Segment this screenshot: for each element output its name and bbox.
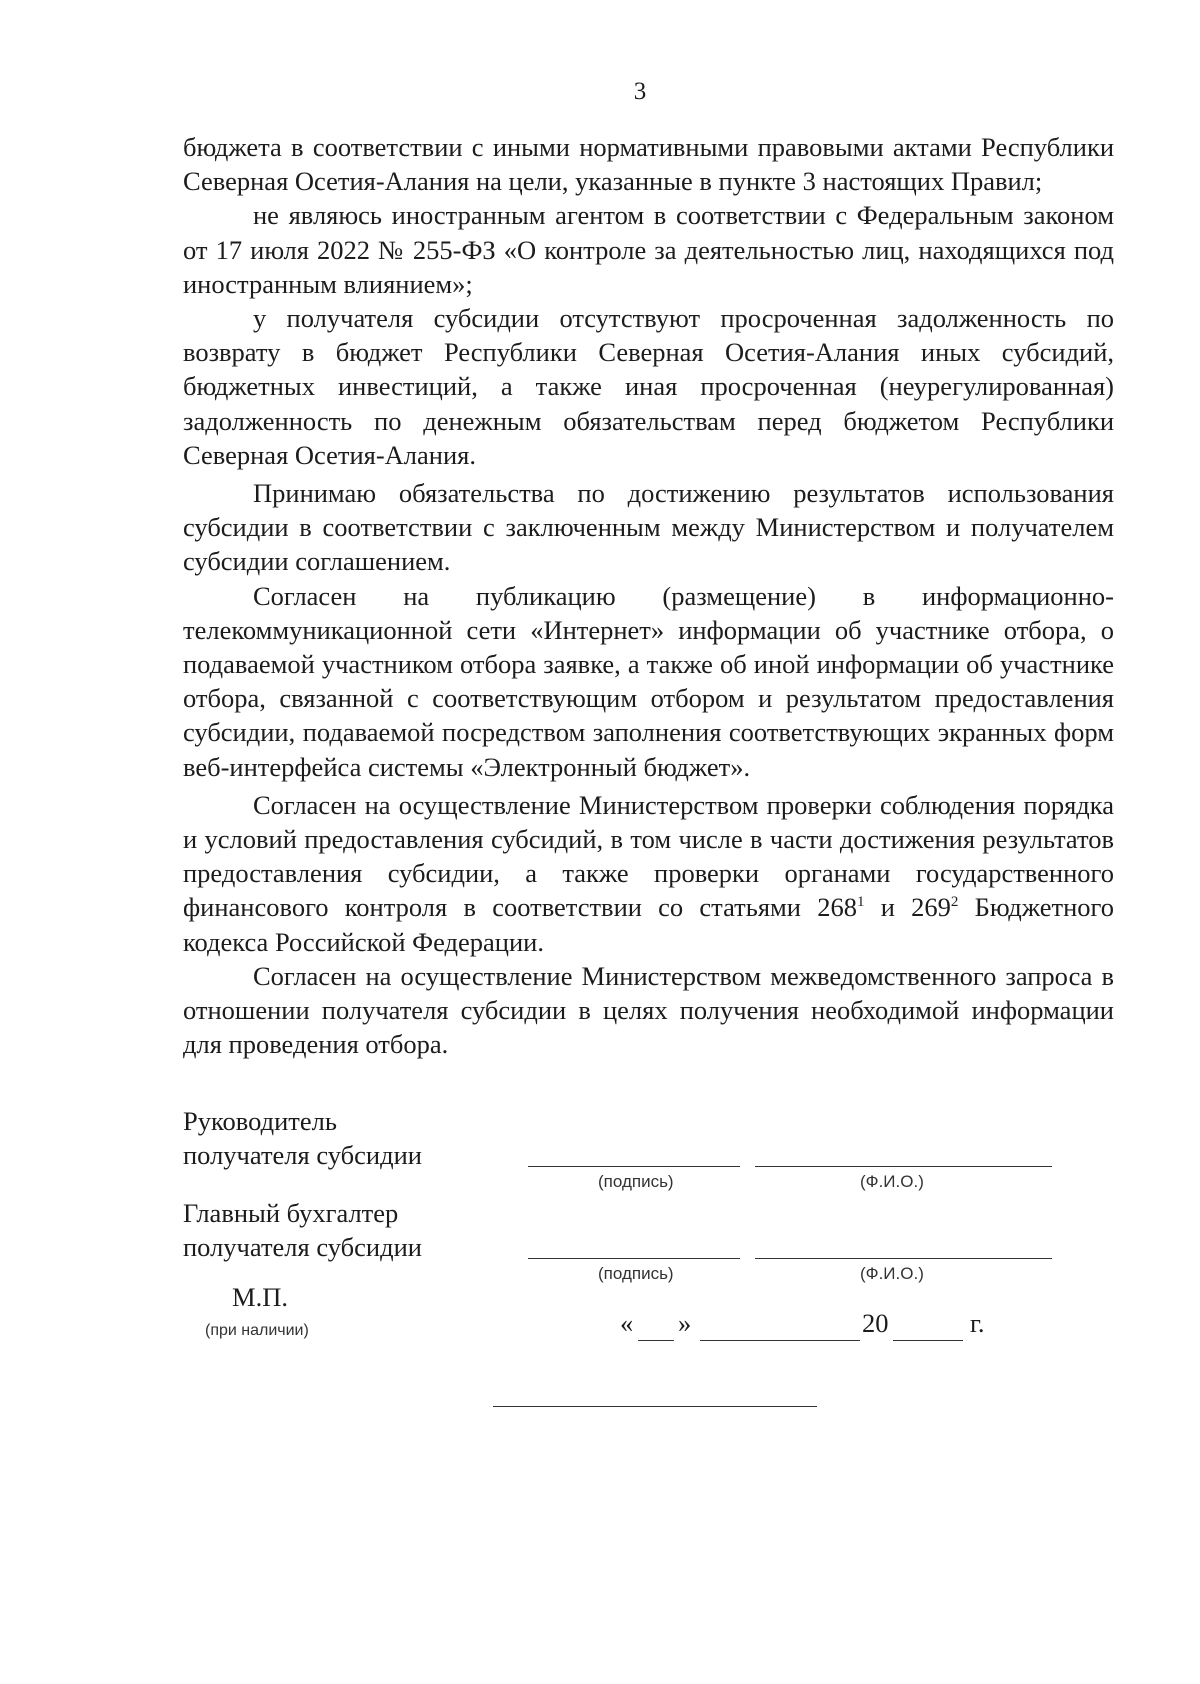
stamp-note: (при наличии) [205,1322,309,1339]
audit-text-start: Согласен на осуществление Министерством проверки соблюдения порядка и условий предоставления субсидий, в том числе в части достижения результатов предоставления субсидии, а также проверки органами государственного финансового контроля в соответствии со статьями 268 [183,789,1114,923]
date-quote-close: » [678,1308,692,1338]
head-label-line1: Руководитель [183,1106,337,1136]
audit-text-middle: и 269 [864,892,951,923]
accountant-signature-caption: (подпись) [598,1264,674,1283]
head-name-line [755,1166,1052,1167]
paragraph-budget-continuation: бюджета в соответствии с иными нормативными правовыми актами Республики Северная Осетия-Алания на цели, указанные в пункте 3 настоящих Правил; [183,132,1114,197]
paragraph-audit-consent [183,788,1114,959]
date-year-prefix: 20 [862,1308,889,1338]
accountant-name-caption: (Ф.И.О.) [860,1264,924,1283]
end-of-document-rule [493,1406,817,1407]
head-label-line2: получателя субсидии [183,1140,422,1170]
head-signature-line [528,1166,740,1167]
head-signature-caption: (подпись) [598,1172,674,1191]
page-number: 3 [633,78,647,105]
date-year-line [893,1340,963,1341]
accountant-label-line2: получателя субсидии [183,1232,422,1262]
paragraph-foreign-agent: не являюсь иностранным агентом в соответствии с Федеральным законом от 17 июля 2022 № 255-ФЗ «О контроле за деятельностью лиц, находящихся под иностранным влиянием»; [183,200,1114,299]
date-quote-open: « [620,1308,634,1338]
paragraph-obligations: Принимаю обязательства по достижению результатов использования субсидии в соответствии с заключенным между Министерством и получателем субсидии соглашением. [183,478,1114,577]
superscript-1: 1 [856,894,865,911]
paragraph-debt: у получателя субсидии отсутствуют просроченная задолженность по возврату в бюджет Республики Северная Осетия-Алания иных субсидий, бюджетных инвестиций, а также иная просроченная (неурегулированная) задолженность по денежным обязательствам перед бюджетом Республики Северная Осетия-Алания. [183,303,1114,470]
accountant-label-line1: Главный бухгалтер [183,1198,399,1228]
document-body [183,130,1114,1061]
paragraph-publication-consent: Согласен на публикацию (размещение) в информационно-телекоммуникационной сети «Интернет» информации об участнике отбора, о подаваемой участником отбора заявке, а также об иной информации об участнике отбора, связанной с соответствующим отбором и результатом предоставления субсидии, подаваемой посредством заполнения соответствующих экранных форм веб-интерфейса системы «Электронный бюджет». [183,580,1114,782]
date-day-line [638,1340,674,1341]
accountant-name-line [755,1258,1052,1259]
date-year-suffix: г. [970,1308,985,1338]
superscript-2: 2 [950,894,959,911]
paragraph-interagency-request: Согласен на осуществление Министерством межведомственного запроса в отношении получателя субсидии в целях получения необходимой информации для проведения отбора. [183,960,1114,1060]
date-month-line [700,1340,860,1341]
accountant-signature-line [528,1258,740,1259]
head-name-caption: (Ф.И.О.) [860,1172,924,1191]
stamp-label: М.П. [232,1282,288,1312]
audit-text-end: Бюджетного кодекса Российской Федерации. [183,892,1114,957]
